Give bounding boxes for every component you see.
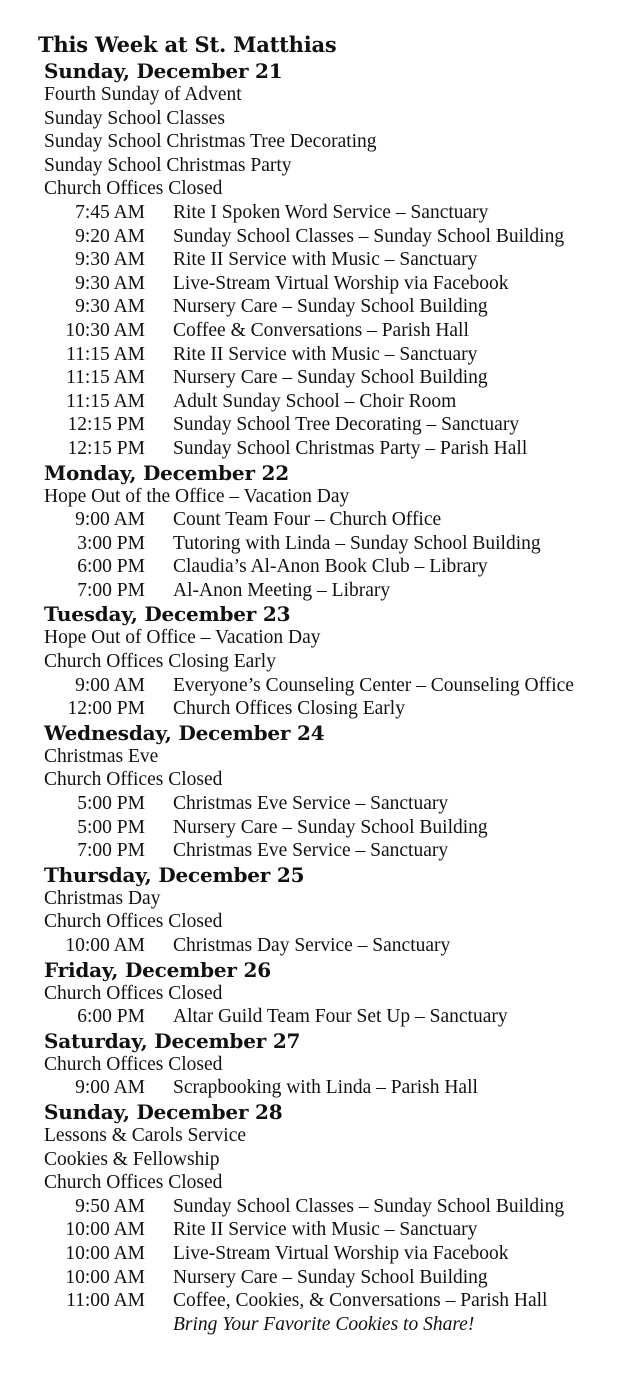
event-row xyxy=(44,1242,643,1266)
event-description: Live-Stream Virtual Worship via Facebook xyxy=(173,1242,509,1264)
event-description: Live-Stream Virtual Worship via Facebook xyxy=(173,272,509,294)
day-heading: Wednesday, December 24 xyxy=(44,720,325,745)
days-list xyxy=(44,59,643,1336)
event-time: 9:00 AM xyxy=(75,509,145,531)
event-time: 10:00 AM xyxy=(65,1242,145,1264)
event-description: Rite II Service with Music – Sanctuary xyxy=(173,1219,478,1241)
event-time: 9:30 AM xyxy=(75,249,145,271)
day-heading: Thursday, December 25 xyxy=(44,862,305,887)
event-description: Nursery Care – Sunday School Building xyxy=(173,816,488,838)
event-time: 7:00 PM xyxy=(77,579,145,601)
event-description: Sunday School Christmas Party – Parish Hall xyxy=(173,437,528,459)
event-row xyxy=(44,792,643,816)
event-time: 10:00 AM xyxy=(65,935,145,956)
day-note: Church Offices Closed xyxy=(44,1053,223,1075)
event-time: 11:15 AM xyxy=(66,367,145,389)
event-time: 6:00 PM xyxy=(77,1006,145,1028)
day-heading: Sunday, December 21 xyxy=(44,59,283,83)
day-heading: Tuesday, December 23 xyxy=(44,602,291,627)
event-row xyxy=(44,248,643,272)
event-row xyxy=(44,555,643,579)
event-description: Rite II Service with Music – Sanctuary xyxy=(173,249,478,271)
event-row xyxy=(44,390,643,414)
event-time: 9:00 AM xyxy=(75,1077,145,1099)
event-time: 6:00 PM xyxy=(77,556,145,578)
event-description: Rite I Spoken Word Service – Sanctuary xyxy=(173,201,489,223)
event-description: Tutoring with Linda – Sunday School Building xyxy=(173,532,541,554)
event-time: 12:00 PM xyxy=(67,698,145,720)
event-description: Everyone’s Counseling Center – Counseling Office xyxy=(173,674,574,696)
event-row xyxy=(44,839,643,863)
day-section xyxy=(44,721,643,863)
day-heading: Friday, December 26 xyxy=(44,957,271,982)
event-description: Nursery Care – Sunday School Building xyxy=(173,367,488,389)
event-time: 9:00 AM xyxy=(75,674,145,696)
event-description: Rite II Service with Music – Sanctuary xyxy=(173,343,478,365)
event-description: Church Offices Closing Early xyxy=(173,698,405,720)
day-section xyxy=(44,863,643,958)
event-time: 11:00 AM xyxy=(66,1290,145,1312)
event-subnote xyxy=(44,1313,643,1337)
event-description: Christmas Eve Service – Sanctuary xyxy=(173,840,449,862)
event-row xyxy=(44,343,643,367)
event-row xyxy=(44,413,643,437)
day-note: Church Offices Closing Early xyxy=(44,651,276,673)
event-row xyxy=(44,366,643,390)
event-description: Sunday School Tree Decorating – Sanctuary xyxy=(173,414,520,436)
day-section xyxy=(44,461,643,603)
event-time: 12:15 PM xyxy=(67,414,145,436)
event-description: Sunday School Classes – Sunday School Building xyxy=(173,1195,565,1217)
event-row xyxy=(44,697,643,721)
event-row xyxy=(44,225,643,249)
event-row xyxy=(44,579,643,603)
event-description: Adult Sunday School – Choir Room xyxy=(173,390,457,412)
event-description: Coffee, Cookies, & Conversations – Parish Hall xyxy=(173,1290,548,1312)
event-description: Al-Anon Meeting – Library xyxy=(173,579,391,601)
day-note: Church Offices Closed xyxy=(44,178,223,200)
event-description: Nursery Care – Sunday School Building xyxy=(173,1266,488,1288)
event-description: Coffee & Conversations – Parish Hall xyxy=(173,319,469,341)
day-note: Cookies & Fellowship xyxy=(44,1148,220,1170)
event-time: 11:15 AM xyxy=(66,390,145,412)
day-note: Church Offices Closed xyxy=(44,769,223,791)
day-note: Sunday School Christmas Party xyxy=(44,154,292,176)
day-section xyxy=(44,59,643,461)
event-time: 5:00 PM xyxy=(77,793,145,815)
day-note: Hope Out of Office – Vacation Day xyxy=(44,627,321,649)
event-row xyxy=(44,532,643,556)
day-note: Christmas Eve xyxy=(44,745,159,767)
event-description: Scrapbooking with Linda – Parish Hall xyxy=(173,1077,478,1099)
day-section xyxy=(44,958,643,1029)
event-time: 12:15 PM xyxy=(67,437,145,459)
event-description: Nursery Care – Sunday School Building xyxy=(173,296,488,318)
event-time: 10:30 AM xyxy=(65,319,145,341)
event-row xyxy=(44,1076,643,1100)
day-note: Sunday School Christmas Tree Decorating xyxy=(44,131,377,153)
event-row xyxy=(44,1289,643,1313)
event-row xyxy=(44,816,643,840)
event-row xyxy=(44,272,643,296)
event-description: Count Team Four – Church Office xyxy=(173,509,442,531)
event-row xyxy=(44,437,643,461)
event-row xyxy=(44,934,643,958)
day-heading: Monday, December 22 xyxy=(44,460,289,485)
day-note: Sunday School Classes xyxy=(44,107,225,129)
day-section xyxy=(44,1029,643,1100)
event-description: Claudia’s Al-Anon Book Club – Library xyxy=(173,556,488,578)
event-row xyxy=(44,674,643,698)
day-note: Church Offices Closed xyxy=(44,982,223,1004)
event-time: 7:45 AM xyxy=(75,201,145,223)
day-section xyxy=(44,602,643,720)
event-row xyxy=(44,319,643,343)
event-time: 9:30 AM xyxy=(75,272,145,294)
day-heading: Sunday, December 28 xyxy=(44,1099,283,1124)
day-note: Fourth Sunday of Advent xyxy=(44,84,242,105)
event-description: Sunday School Classes – Sunday School Building xyxy=(173,225,565,247)
event-time: 9:30 AM xyxy=(75,296,145,318)
day-note: Hope Out of the Office – Vacation Day xyxy=(44,485,350,507)
event-time: 3:00 PM xyxy=(77,532,145,554)
event-row xyxy=(44,508,643,532)
event-description: Bring Your Favorite Cookies to Share! xyxy=(173,1313,475,1335)
day-note: Lessons & Carols Service xyxy=(44,1124,247,1146)
event-row xyxy=(44,1005,643,1029)
event-row xyxy=(44,1195,643,1219)
event-row xyxy=(44,1218,643,1242)
event-row xyxy=(44,295,643,319)
event-time: 9:50 AM xyxy=(75,1195,145,1217)
event-description: Christmas Eve Service – Sanctuary xyxy=(173,793,449,815)
event-row xyxy=(44,201,643,225)
page-title: This Week at St. Matthias xyxy=(38,32,337,57)
event-description: Christmas Day Service – Sanctuary xyxy=(173,935,451,956)
event-time: 10:00 AM xyxy=(65,1219,145,1241)
event-row xyxy=(44,1266,643,1290)
day-section xyxy=(44,1100,643,1336)
event-description: Altar Guild Team Four Set Up – Sanctuary xyxy=(173,1006,508,1028)
day-heading: Saturday, December 27 xyxy=(44,1028,301,1053)
day-note: Christmas Day xyxy=(44,887,161,909)
event-time: 5:00 PM xyxy=(77,816,145,838)
event-time: 11:15 AM xyxy=(66,343,145,365)
event-time: 9:20 AM xyxy=(75,225,145,247)
day-note: Church Offices Closed xyxy=(44,911,223,933)
event-time: 7:00 PM xyxy=(77,840,145,862)
event-time: 10:00 AM xyxy=(65,1266,145,1288)
day-note: Church Offices Closed xyxy=(44,1172,223,1194)
